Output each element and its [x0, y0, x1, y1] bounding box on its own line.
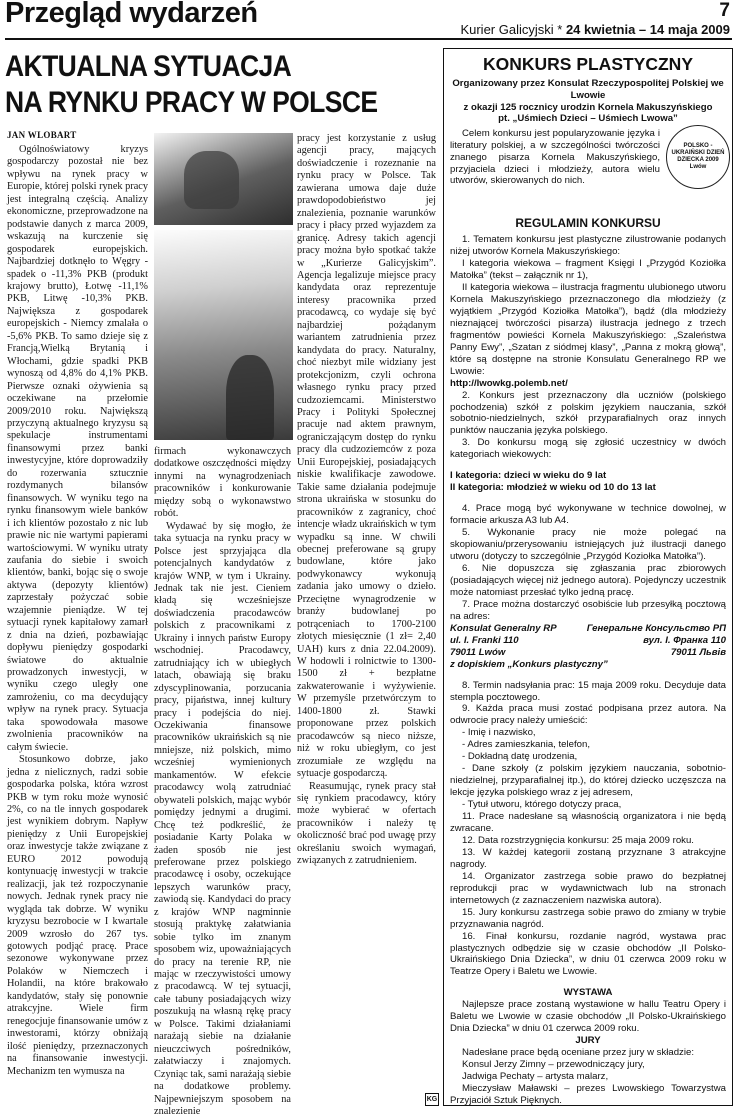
- address-note: z dopiskiem „Konkurs plastyczny”: [450, 658, 608, 670]
- age-category-1: I kategoria: dzieci w wieku do 9 lat: [450, 470, 607, 482]
- rule-2: 2. Konkurs jest przeznaczony dla uczniów (polskiego pochodzenia) szkół z polskim językiem nauczania, szkół sobotnio-niedzielnych, szkół przyparafialnych oraz innych punktów nauczania języka polskiego.: [450, 389, 726, 437]
- rules-title: REGULAMIN KONKURSU: [515, 216, 661, 231]
- contest-organizer: [444, 78, 732, 125]
- rule-9-item: - Tytuł utworu, którego dotyczy praca,: [462, 799, 622, 811]
- paragraph: Ogólnoświatowy kryzys gospodarczy pozostał nie bez wpływu na rynek pracy w Europie, której polski rynek pracy jest integralną częścią. Analizy ekonomiczne, przeprowadzone na podstawie danych z marca 2009, wskazują na kurczenie się gospodarek europejskich. Najbardziej dotknęło to Węgry - spadek o -11,3% PKB (produkt krajowy brutto), Łotwę -11,1% PKB, Litwę -10,3% PKB. Największa z gospodarek europejskich - Niemcy zmalała o -5,6% PKB. To samo dzieje się z Francją,Wielką Brytanią i Włochami, gdzie spadki PKB wynoszą od 4,8% do 4,1% PKB. Pierwsze oznaki ożywienia są oczekiwane na przełomie 2009/2010 roku. Największą przyczyną aktualnego kryzysu są spekulacje instrumentami finansowymi przez banki inwestycyjne, które doprowadziły do rozerwania sztucznie rozdymanych bilansów finansowych. W wyniku tego na rynku finansowym wiele banków i ich klientów pozostało z nic lub prawie nic nie wartymi papierami wartościowymi. W wyniku utraty zaufania do siebie i swoich klientów, banki, bojąc się o swoje aktywa (depozyty klientów) zaprzestały pożyczać sobie wzajemnie pieniądze. W tej sytuacji rynek kapitałowy zamarł z dnia na dzień, pozbawiając dopływu pieniędzy gospodarki światowe do aktualnie prowadzonych inwestycji, w wyniku czego uległy one zamrożeniu, co ma decydujący wpływ na rynek pracy. Sytuacja taka spowodowała masowe zwolnienia pracowników na całym świecie.: [7, 144, 148, 753]
- contest-rules: [450, 234, 726, 1107]
- jury-member: Konsul Jerzy Zimny – przewodniczący jury,: [462, 1059, 645, 1071]
- exhibition-heading: WYSTAWA: [563, 987, 613, 999]
- rule-5: 5. Wykonanie pracy nie może polegać na skopiowaniu/przerysowaniu istniejących już ilustracji danego utworu (dotyczy to szczególnie „Przygód Koziołka Matołka”).: [450, 527, 726, 563]
- photo-construction-site: [154, 230, 293, 440]
- rule-3: 3. Do konkursu mogą się zgłosić uczestnicy w dwóch kategoriach wiekowych:: [450, 437, 726, 461]
- article-column-1: [7, 144, 148, 1106]
- rule-7: 7. Prace można dostarczyć osobiście lub przesyłką pocztową na adres:: [450, 598, 726, 622]
- paragraph: Reasumując, rynek pracy stał się rynkiem pracodawcy, który może wybierać w ofertach pracowników i należy tę okoliczność brać pod uwagę przy określaniu swoich wymagań, związanych z zatrudnieniem.: [297, 780, 436, 867]
- jury-heading: JURY: [575, 1035, 601, 1047]
- address-line: ul. I. Franki 110: [450, 634, 519, 646]
- contest-box: [443, 48, 733, 1106]
- rule-16: 16. Finał konkursu, rozdanie nagród, wystawa prac plastycznych odbędzie się w czasie obchodów „II Polsko-Ukraińskiego Dnia Dziecka”, w dniu 01 czerwca 2009 roku w Teatrze Opery i Baletu we Lwowie.: [450, 930, 726, 978]
- contest-intro: [450, 128, 660, 187]
- rule-6: 6. Nie dopuszcza się zgłaszania prac zbiorowych (posiadających więcej niż jednego autora). Pojedynczy uczestnik może natomiast przesłać tylko jedną pracę.: [450, 562, 726, 598]
- rule-9-item: - Imię i nazwisko,: [462, 727, 536, 739]
- rule-15: 15. Jury konkursu zastrzega sobie prawo do zmiany w trybie przyznawania nagród.: [450, 906, 726, 930]
- age-category-2: II kategoria: młodzież w wieku od 10 do 13 lat: [450, 482, 656, 494]
- childrens-day-stamp: [666, 125, 730, 189]
- rule-1-category-1: I kategoria wiekowa – fragment Księgi I „Przygód Koziołka Matołka” (tekst – załącznik nr 1),: [450, 258, 726, 282]
- address-line: 79011 Lwów: [450, 646, 506, 658]
- exhibition-text: Najlepsze prace zostaną wystawione w hallu Teatru Opery i Baletu we Lwowie w czasie obchodów „II Polsko-Ukraińskiego Dnia Dziecka” w dniu 01 czerwca 2009 roku.: [450, 999, 726, 1035]
- address-line: вул. І. Франка 110: [643, 634, 726, 646]
- spacer: [450, 461, 726, 470]
- stamp-text: POLSKO - UKRAIŃSKI DZIEŃ DZIECKA 2009: [671, 143, 725, 164]
- page-number: 7: [719, 0, 730, 21]
- rule-14: 14. Organizator zastrzega sobie prawo do bezpłatnej reprodukcji prac w wydawnictwach lub na stronach internetowych (z zaznaczeniem nazwiska autora).: [450, 870, 726, 906]
- jury-member: Mieczysław Maławski – prezes Lwowskiego Towarzystwa Przyjaciół Sztuk Pięknych.: [450, 1083, 726, 1106]
- rule-9-item: - Adres zamieszkania, telefon,: [462, 739, 590, 751]
- address-ukrainian: [587, 623, 726, 659]
- publication-info: [460, 22, 730, 37]
- rule-9-item: - Dokładną datę urodzenia,: [462, 751, 578, 763]
- page-header: [5, 0, 732, 40]
- photo-field-workers: [154, 133, 293, 225]
- address-polish: [450, 623, 557, 659]
- byline: JAN WLOBART: [7, 130, 77, 140]
- organizer-line: Organizowany przez Konsulat Rzeczypospolitej Polskiej we Lwowie: [452, 78, 724, 101]
- article-column-3: [297, 133, 436, 1105]
- publication-name: Kurier Galicyjski *: [460, 22, 563, 37]
- jury-intro: Nadesłane prace będą oceniane przez jury w składzie:: [462, 1047, 694, 1059]
- rule-9-item: - Dane szkoły (z polskim językiem nauczania, sobotnio-niedzielnej, przyparafialnej itp.), do której dziecko uczęszcza na lekcje języka polskiego wraz z jej adresem,: [450, 763, 726, 799]
- jury-member: Jadwiga Pechaty – artysta malarz,: [462, 1071, 609, 1083]
- spacer: [450, 494, 726, 503]
- paragraph: Stosunkowo dobrze, jako jedna z nielicznych, radzi sobie gospodarka polska, która wzrost PKB w tym roku może wynosić 2%, co na tle innych gospodarek jest wynikiem dobrym. Napływ pieniędzy z Unii Europejskiej oraz inwestycje także związane z EURO 2012 powodują kontynuację inwestycji w trakcie realizacji, jak też rozpoczynanie nowych. Jednak rynek pracy nie wygląda tak dobrze. W wyniku kryzysu bezrobocie w I kwartale 2009 wzrosło do 267 tys. gotowych podjąć pracę. Prace sezonowe wykonywane przez Polaków w Niemczech i Holandii, na które brakowało kandydatów, stały się ponownie atrakcyjne. Wiele firm renegocjuje finansowanie umów z inwestorami, którzy obniżają ilość pieniędzy, przeznaczonych na finansowanie inwestycji. Mechanizm ten wymusza na: [7, 754, 148, 1077]
- rule-13: 13. W każdej kategorii zostaną przyznane 3 atrakcyjne nagrody.: [450, 846, 726, 870]
- spacer: [450, 978, 726, 987]
- section-title: Przegląd wydarzeń: [5, 0, 258, 29]
- paragraph: pracy jest korzystanie z usług agencji pracy, mających doświadczenie i rozeznanie na rynku pracy w Polsce. Tak zawierana umowa daje duże prawdopodobieństwo jej znalezienia, poznanie warunków pracy i płacy przed wyjazdem za granicę. Adresy takich agencji pracy można było spotkać także w „Kurierze Galicyjskim”. Agencja legalizuje miejsce pracy kandydata oraz reprezentuje interesy pracownika przed pracodawcą, co wydaje się być najbardziej pożądanym wariantem zatrudnienia przez kandydata do pracy. Naturalny, choć niezbyt mile widziany jest protekcjonizm, czyli ochrona własnego rynku pracy przed cudzoziemcami. Ministerstwo Pracy i Polityki Społecznej pracuje nad aktem prawnym, ograniczającym dostęp do rynku pracy dla cudzoziemców z poza Unii Europejskiej, posiadających niskie kwalifikacje zawodowe. Takie same działania podejmuje strona ukraińska w stosunku do pracowników z zagranicy, choć intencje władz ukraińskich w tym wypadku są inne. W chwili obecnej preferowane są grupy budowlane, które jako podwykonawcy wykonują zadania jako umowy o dzieło. Przeciętne wynagrodzenie w branży budowlanej po potrąceniach to 1700-2100 złotych miesięcznie (1 zł= 2,40 UAH) kurs z dnia 22.04.2009). W hodowli i rolnictwie to 1300-1500 zł + bezpłatne zakwaterowanie i wyżywienie. W przemyśle przetwórczym to 1400-1800 zł. Stawki proponowane przez polskich pracodawców są nieco niższe, niż w roku ubiegłym, co jest zrozumiałe ze względu na sytuacje gospodarczą.: [297, 133, 436, 780]
- headline-line-2: NA RYNKU PRACY W POLSCE: [5, 84, 378, 119]
- rule-8: 8. Termin nadsyłania prac: 15 maja 2009 roku. Decyduje data stempla pocztowego.: [450, 679, 726, 703]
- headline-line-1: AKTUALNA SYTUACJA: [5, 49, 292, 83]
- address-line: Генеральне Консульство РП: [586, 622, 726, 634]
- paragraph: Wydawać by się mogło, że taka sytuacja na rynku pracy w Polsce jest sprzyjająca dla potencjalnych kandydatów z krajów WNP, w tym i Ukrainy. Jednak tak nie jest. Cieniem kładą się wcześniejsze doświadczenia pracodawców polskich z pracownikami z Ukrainy i innych państw Europy wschodniej. Pracodawcy, zatrudniający ich w ubiegłych latach, obawiają się braku zdyscyplinowania, porzucania pracy, pijaństwa, innej kultury pracy i podejścia do niej. Oczekiwania finansowe pracowników ukraińskich są nie mniejsze, niż polskich, mimo wcześniej wymienionych mankamentów. W efekcie pracodawcy wolą zatrudniać obywateli polskich, mając wybór pomiędzy jednymi a drugimi. Chcę też podkreślić, że posiadanie Karty Polaka w żaden sposób nie jest preferowane przez polskiego pracodawcę i osoby, oczekujące lepszych warunków pracy, zawiodą się. Kandydaci do pracy z krajów WNP nagminnie stosują praktykę załatwiania sobie tylko im znanym sposobem wiz, upoważniających do pracy na terenie RP, nie mając w rzeczywistości umowy z pracodawcą. W tej sytuacji, całe tabuny posiadających wizy poszukują na własną rękę pracy w Polsce. Takimi działaniami narażają siebie na działanie nieuczciwych pośredników, załatwiaczy i znajomych. Czyniąc tak, sami narażają siebie na dodatkowe problemy. Najpewniejszym sposobem na znalezienie: [154, 520, 291, 1118]
- article-column-2: [154, 446, 291, 1118]
- rule-1-category-2: II kategoria wiekowa – ilustracja fragmentu ulubionego utworu Kornela Makuszyńskiego przeznaczonego dla młodzieży (z wyjątkiem „Przygód Koziołka Matołka”), bądź (dla młodzieży nieznającej twórczości pisarza) ilustracja jednego z trzech fragmentów powieści Kornela Makuszyńskiego: „Szaleństwa Panny Ewy”, „Szatan z siódmej klasy”, „Panna z mokrą głową”, które są dostępne na stronie Konsulatu Generalnego RP we Lwowie:: [450, 282, 726, 377]
- kg-logo: KG: [425, 1093, 439, 1106]
- intro-text: Celem konkursu jest popularyzowanie języka i literatury polskiej, a w szczególności twórczości znanego pisarza Kornela Makuszyńskiego, przyjaciela dzieci i młodzieży, autora wielu utworów, skierowanych do nich.: [450, 128, 660, 187]
- issue-dates: 24 kwietnia – 14 maja 2009: [565, 22, 730, 37]
- rule-12: 12. Data rozstrzygnięcia konkursu: 25 maja 2009 roku.: [462, 834, 694, 846]
- rule-9: 9. Każda praca musi zostać podpisana przez autora. Na odwrocie pracy należy umieścić:: [450, 703, 726, 727]
- article: [5, 48, 438, 1118]
- occasion-line: z okazji 125 rocznicy urodzin Kornela Makuszyńskiego: [463, 101, 713, 113]
- rule-1: 1. Tematem konkursu jest plastyczne zilustrowanie podanych niżej utworów Kornela Makuszyńskiego:: [450, 234, 726, 258]
- consulate-link[interactable]: http://lwowkg.polemb.net/: [450, 377, 568, 389]
- paragraph: firmach wykonawczych dodatkowe oszczędności między innymi na wynagrodzeniach pracowników i konkurowanie między sobą o wykonawstwo robót.: [154, 446, 291, 520]
- address-line: 79011 Львів: [670, 646, 726, 658]
- article-headline: [5, 48, 435, 132]
- spacer: [450, 671, 726, 680]
- address-line: Konsulat Generalny RP: [450, 622, 557, 634]
- contest-title: KONKURS PLASTYCZNY: [482, 54, 693, 74]
- postal-addresses: [450, 623, 726, 659]
- stamp-city: Lwów: [689, 164, 707, 171]
- rule-11: 11. Prace nadesłane są własnością organizatora i nie będą zwracane.: [450, 811, 726, 834]
- contest-intro-row: [444, 128, 732, 214]
- contest-name-line: pt. „Uśmiech Dzieci – Uśmiech Lwowa”: [498, 113, 678, 125]
- rule-4: 4. Prace mogą być wykonywane w technice dowolnej, w formacie arkusza A3 lub A4.: [450, 503, 726, 527]
